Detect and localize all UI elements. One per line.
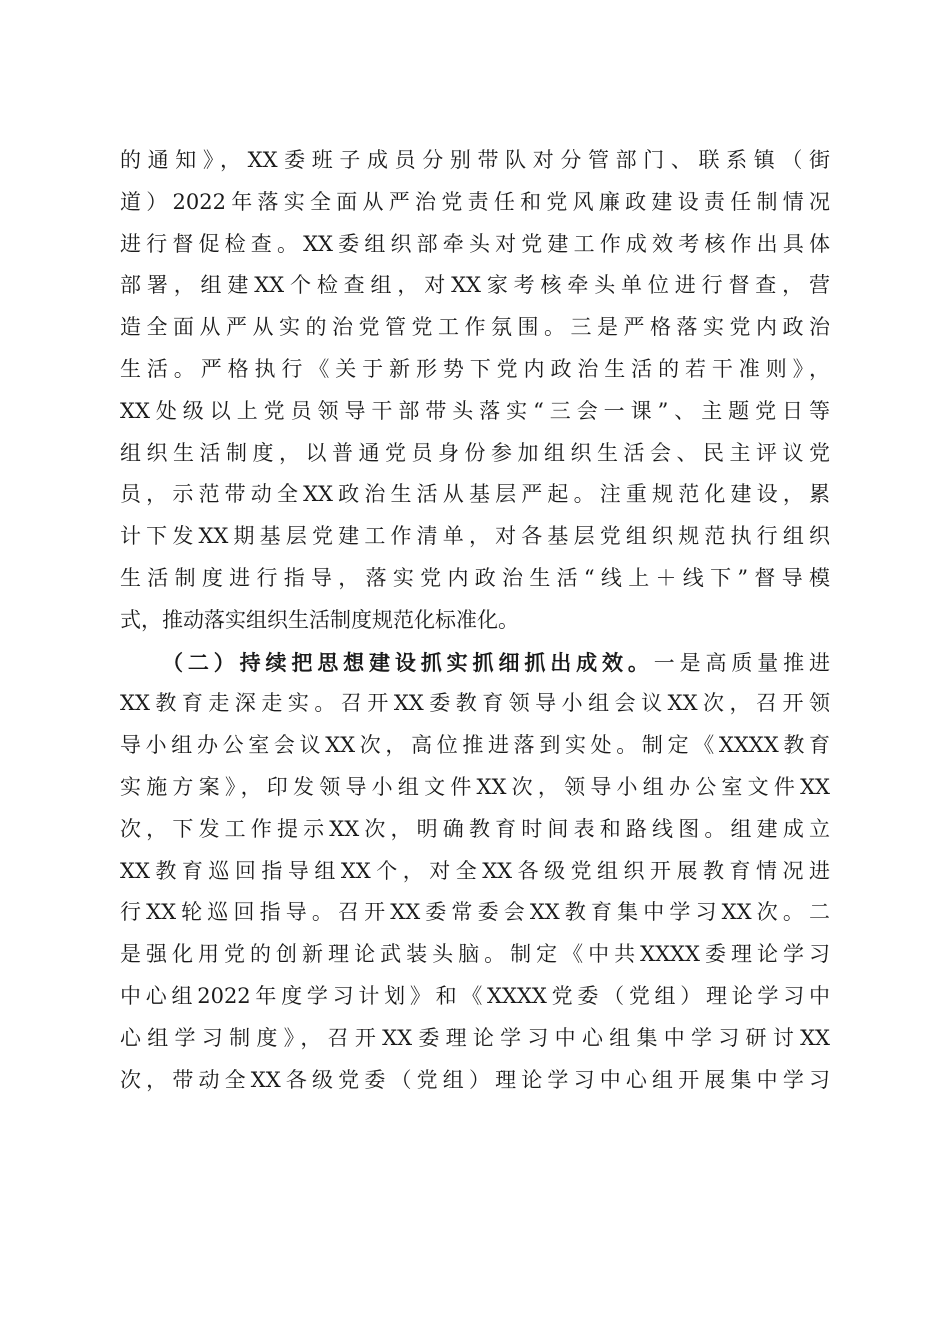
text-line: 实施方案》，印发领导小组文件XX次，领导小组办公室文件XX (120, 774, 830, 799)
text-line: 组织生活制度，以普通党员身份参加组织生活会、民主评议党 (120, 440, 830, 465)
text-line: 次，带动全XX各级党委（党组）理论学习中心组开展集中学习 (120, 1067, 830, 1092)
text-line: 中心组2022年度学习计划》和《XXXX党委（党组）理论学习中 (120, 983, 830, 1008)
text-line: XX教育巡回指导组XX个，对全XX各级党组织开展教育情况进 (120, 858, 830, 883)
text-line: 生活。严格执行《关于新形势下党内政治生活的若干准则》， (120, 356, 830, 381)
text-line: 生活制度进行指导，落实党内政治生活“线上＋线下”督导模 (120, 565, 830, 590)
section-heading-rest: 一是高质量推进 (653, 650, 830, 675)
text-line: 造全面从严从实的治党管党工作氛围。三是严格落实党内政治 (120, 315, 830, 340)
text-line: 导小组办公室会议XX次，高位推进落到实处。制定《XXXX教育 (120, 733, 830, 758)
document-body (120, 140, 830, 1101)
text-line: XX处级以上党员领导干部带头落实“三会一课”、主题党日等 (120, 398, 830, 423)
text-line: 部署，组建XX个检查组，对XX家考核牵头单位进行督查，营 (120, 273, 830, 298)
text-line: 次，下发工作提示XX次，明确教育时间表和路线图。组建成立 (120, 816, 830, 841)
text-line: 道）2022年落实全面从严治党责任和党风廉政建设责任制情况 (120, 189, 830, 214)
text-line: 计下发XX期基层党建工作清单，对各基层党组织规范执行组织 (120, 524, 830, 549)
text-line: 的通知》，XX委班子成员分别带队对分管部门、联系镇（街 (120, 148, 830, 172)
text-line: 行XX轮巡回指导。召开XX委常委会XX教育集中学习XX次。二 (120, 900, 830, 925)
text-line: 式，推动落实组织生活制度规范化标准化。 (120, 607, 519, 632)
text-line: 员，示范带动全XX政治生活从基层严起。注重规范化建设，累 (120, 482, 830, 507)
text-line: XX教育走深走实。召开XX委教育领导小组会议XX次，召开领 (120, 691, 830, 716)
text-line: 进行督促检查。XX委组织部牵头对党建工作成效考核作出具体 (120, 231, 830, 256)
text-line: 心组学习制度》，召开XX委理论学习中心组集中学习研讨XX (120, 1025, 830, 1050)
section-heading-line (120, 642, 830, 684)
section-heading: （二）持续把思想建设抓实抓细抓出成效。 (162, 649, 654, 675)
text-line: 是强化用党的创新理论武装头脑。制定《中共XXXX委理论学习 (120, 942, 830, 967)
